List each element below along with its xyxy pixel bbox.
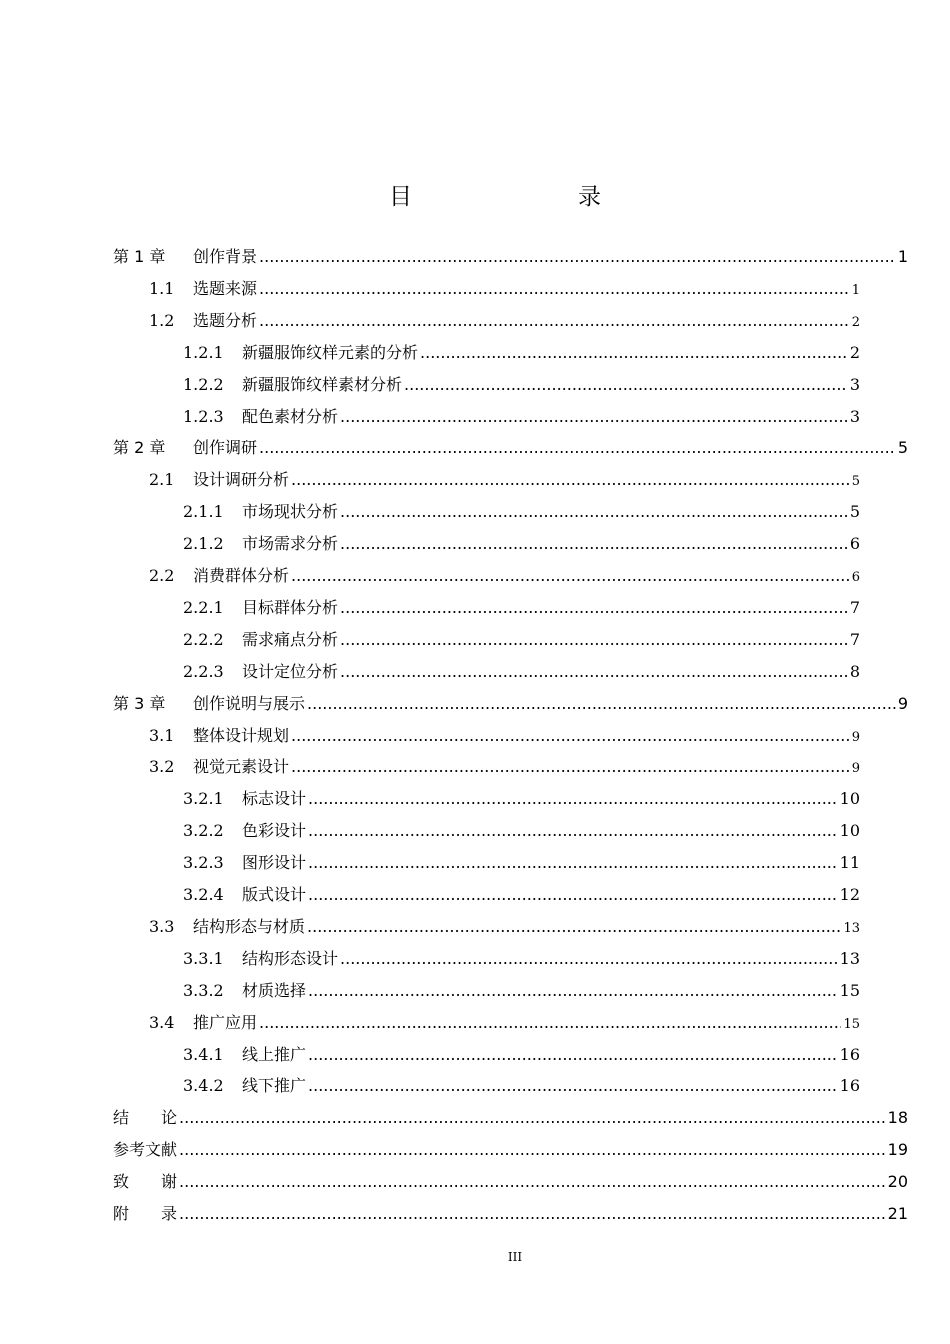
toc-entry-label: 设计定位分析 xyxy=(242,661,339,681)
dot-leader xyxy=(340,502,848,521)
toc-entry-page: 7 xyxy=(849,597,860,617)
dot-leader xyxy=(420,343,848,362)
toc-entry-page: 15 xyxy=(843,1016,860,1032)
toc-entry-subsection[interactable] xyxy=(183,850,860,878)
dot-leader xyxy=(291,566,850,585)
dot-leader xyxy=(259,279,850,298)
toc-entry-label: 新疆服饰纹样元素的分析 xyxy=(242,342,419,362)
toc-entry-number: 第 2 章 xyxy=(113,438,166,458)
toc-entry-number: 1.1 xyxy=(149,278,175,298)
dot-leader xyxy=(308,789,838,808)
toc-entry-section[interactable] xyxy=(149,563,860,591)
toc-entry-subsection[interactable] xyxy=(183,946,860,974)
toc-entry-subsection[interactable] xyxy=(183,786,860,814)
toc-entry-page: 16 xyxy=(839,1076,860,1096)
toc-entry-number: 3.4.2 xyxy=(183,1076,224,1096)
toc-entry-page: 8 xyxy=(849,661,860,681)
toc-title: 目 录 xyxy=(389,184,641,210)
toc-entry-back[interactable] xyxy=(113,1105,908,1133)
toc-entry-label: 色彩设计 xyxy=(242,821,307,841)
toc-entry-subsection[interactable] xyxy=(183,499,860,527)
toc-entry-label: 材质选择 xyxy=(242,980,307,1000)
dot-leader xyxy=(404,375,848,394)
toc-entry-label: 参考文献 xyxy=(113,1140,178,1160)
toc-entry-back[interactable] xyxy=(113,1169,908,1197)
toc-entry-section[interactable] xyxy=(149,723,860,751)
toc-entry-page: 18 xyxy=(887,1108,908,1128)
toc-entry-number: 3.4.1 xyxy=(183,1044,224,1064)
toc-entry-label: 新疆服饰纹样素材分析 xyxy=(242,374,403,394)
toc-entry-subsection[interactable] xyxy=(183,1042,860,1070)
dot-leader xyxy=(308,853,838,872)
toc-entry-page: 2 xyxy=(849,342,860,362)
toc-entry-label: 致 谢 xyxy=(113,1172,178,1192)
toc-entry-page: 1 xyxy=(851,282,860,298)
toc-entry-page: 9 xyxy=(897,693,908,713)
dot-leader xyxy=(179,1204,886,1223)
toc-entry-label: 线下推广 xyxy=(242,1076,307,1096)
dot-leader xyxy=(291,726,850,745)
toc-entry-number: 2.2.2 xyxy=(183,629,224,649)
toc-entry-label: 配色素材分析 xyxy=(242,406,339,426)
toc-entry-page: 11 xyxy=(839,853,860,873)
toc-entry-page: 19 xyxy=(887,1140,908,1160)
toc-entry-subsection[interactable] xyxy=(183,372,860,400)
toc-entry-label: 图形设计 xyxy=(242,853,307,873)
dot-leader xyxy=(340,630,848,649)
toc-entry-section[interactable] xyxy=(149,308,860,336)
toc-entry-label: 标志设计 xyxy=(242,789,307,809)
toc-entry-label: 选题来源 xyxy=(193,278,258,298)
toc-entry-back[interactable] xyxy=(113,1137,908,1165)
toc-entry-page: 3 xyxy=(849,374,860,394)
page-number: III xyxy=(507,1250,523,1264)
toc-entry-chapter[interactable] xyxy=(113,435,908,463)
dot-leader xyxy=(307,917,841,936)
toc-entry-page: 16 xyxy=(839,1044,860,1064)
dot-leader xyxy=(308,1076,838,1095)
toc-entry-section[interactable] xyxy=(149,754,860,782)
toc-entry-label: 目标群体分析 xyxy=(242,597,339,617)
toc-entry-section[interactable] xyxy=(149,467,860,495)
toc-entry-section[interactable] xyxy=(149,1010,860,1038)
dot-leader xyxy=(308,821,838,840)
toc-entry-label: 版式设计 xyxy=(242,885,307,904)
toc-entry-label: 设计调研分析 xyxy=(193,470,290,490)
toc-entry-subsection[interactable] xyxy=(183,818,860,846)
toc-entry-label: 整体设计规划 xyxy=(193,725,290,745)
toc-entry-number: 第 1 章 xyxy=(113,247,166,266)
toc-entry-label: 市场现状分析 xyxy=(242,502,339,522)
dot-leader xyxy=(291,757,850,776)
toc-entry-subsection[interactable] xyxy=(183,404,860,432)
toc-entry-page: 1 xyxy=(897,247,908,266)
dot-leader xyxy=(340,534,848,553)
toc-entry-label: 结构形态与材质 xyxy=(193,916,306,936)
dot-leader xyxy=(259,311,850,330)
toc-entry-label: 选题分析 xyxy=(193,310,258,330)
toc-entry-number: 3.1 xyxy=(149,725,175,745)
dot-leader xyxy=(340,407,848,426)
toc-entry-chapter[interactable] xyxy=(113,691,908,719)
toc-entry-label: 消费群体分析 xyxy=(193,566,290,585)
toc-entry-number: 1.2.2 xyxy=(183,374,224,394)
dot-leader xyxy=(259,247,896,266)
toc-entry-page: 10 xyxy=(839,789,860,809)
toc-entry-number: 3.2 xyxy=(149,757,175,777)
dot-leader xyxy=(340,949,838,968)
dot-leader xyxy=(308,885,838,904)
toc-entry-label: 创作说明与展示 xyxy=(193,693,306,713)
toc-entry-page: 6 xyxy=(851,570,860,585)
toc-entry-label: 附 录 xyxy=(113,1204,178,1223)
dot-leader xyxy=(308,1045,838,1064)
toc-entry-page: 21 xyxy=(887,1204,908,1223)
toc-entry-subsection[interactable] xyxy=(183,659,860,687)
toc-entry-label: 结构形态设计 xyxy=(242,948,339,968)
toc-entry-page: 5 xyxy=(851,474,860,490)
toc-entry-page: 5 xyxy=(849,502,860,522)
toc-entry-number: 3.2.2 xyxy=(183,821,224,841)
toc-entry-page: 12 xyxy=(839,885,860,904)
dot-leader xyxy=(259,438,896,457)
toc-entry-label: 推广应用 xyxy=(193,1012,258,1032)
dot-leader xyxy=(179,1140,886,1159)
toc-entry-back[interactable] xyxy=(113,1201,908,1229)
toc-entry-page: 13 xyxy=(839,948,860,968)
dot-leader xyxy=(308,981,838,1000)
toc-entry-label: 创作背景 xyxy=(193,247,258,266)
toc-entry-label: 视觉元素设计 xyxy=(193,757,290,777)
dot-leader xyxy=(259,1013,841,1032)
toc-entry-section[interactable] xyxy=(149,276,860,304)
toc-entry-subsection[interactable] xyxy=(183,978,860,1006)
toc-entry-page: 3 xyxy=(849,406,860,426)
toc-entry-label: 线上推广 xyxy=(242,1044,307,1064)
toc-entry-number: 3.4 xyxy=(149,1012,175,1032)
toc-entry-number: 2.1.2 xyxy=(183,534,224,554)
toc-entry-number: 3.2.1 xyxy=(183,789,224,809)
toc-entry-number: 3.2.4 xyxy=(183,885,224,904)
toc-entry-number: 1.2.1 xyxy=(183,342,224,362)
toc-entry-chapter[interactable] xyxy=(113,244,908,272)
toc-entry-number: 第 3 章 xyxy=(113,693,166,713)
toc-entry-subsection[interactable] xyxy=(183,1073,860,1101)
dot-leader xyxy=(340,662,848,681)
toc-entry-page: 6 xyxy=(849,534,860,554)
toc-entry-number: 3.3 xyxy=(149,916,175,936)
dot-leader xyxy=(307,694,896,713)
toc-entry-subsection[interactable] xyxy=(183,531,860,559)
toc-entry-number: 2.2 xyxy=(149,566,175,585)
toc-entry-number: 2.1.1 xyxy=(183,502,224,522)
dot-leader xyxy=(291,470,850,489)
toc-entry-number: 3.3.2 xyxy=(183,980,224,1000)
toc-entry-page: 9 xyxy=(851,729,860,745)
toc-entry-page: 20 xyxy=(887,1172,908,1192)
toc-entry-page: 5 xyxy=(897,438,908,458)
toc-entry-number: 1.2.3 xyxy=(183,406,224,426)
toc-entry-subsection[interactable] xyxy=(183,595,860,623)
toc-entry-page: 10 xyxy=(839,821,860,841)
dot-leader xyxy=(179,1108,886,1127)
toc-entry-page: 7 xyxy=(849,629,860,649)
toc-entry-page: 13 xyxy=(843,920,860,936)
toc-entry-section[interactable] xyxy=(149,914,860,942)
toc-entry-label: 市场需求分析 xyxy=(242,534,339,554)
toc-entry-subsection[interactable] xyxy=(183,882,860,910)
toc-entry-subsection[interactable] xyxy=(183,627,860,655)
dot-leader xyxy=(340,598,848,617)
toc-entry-number: 3.3.1 xyxy=(183,948,224,968)
toc-entry-number: 3.2.3 xyxy=(183,853,224,873)
toc-entry-label: 需求痛点分析 xyxy=(242,629,339,649)
toc-entry-page: 15 xyxy=(839,980,860,1000)
toc-entry-number: 2.2.3 xyxy=(183,661,224,681)
toc-entry-label: 创作调研 xyxy=(193,438,258,458)
toc-entry-page: 2 xyxy=(851,314,860,330)
toc-entry-number: 1.2 xyxy=(149,310,175,330)
dot-leader xyxy=(179,1172,886,1191)
toc-entry-page: 9 xyxy=(851,761,860,777)
toc-entry-subsection[interactable] xyxy=(183,340,860,368)
toc-entry-number: 2.1 xyxy=(149,470,175,490)
toc-entry-number: 2.2.1 xyxy=(183,597,224,617)
toc-entry-label: 结 论 xyxy=(113,1108,178,1128)
